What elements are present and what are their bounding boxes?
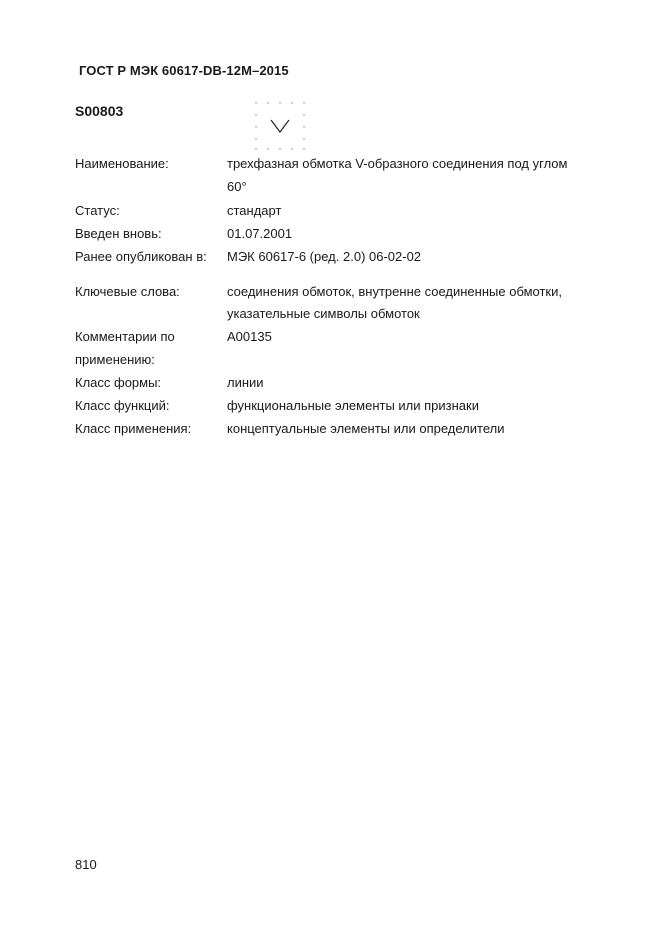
symbol-code: S00803 xyxy=(75,103,124,119)
document-header: ГОСТ Р МЭК 60617-DB-12M–2015 xyxy=(79,63,289,78)
field-label: Ключевые слова: xyxy=(75,284,180,299)
field-value: указательные символы обмоток xyxy=(227,306,420,321)
v-shaped-winding-60deg-icon xyxy=(254,101,306,151)
field-value: 01.07.2001 xyxy=(227,226,293,241)
field-value: линии xyxy=(227,375,264,390)
field-label: Класс функций: xyxy=(75,398,170,413)
field-value: стандарт xyxy=(227,203,282,218)
field-label: Класс применения: xyxy=(75,421,192,436)
field-label: Наименование: xyxy=(75,156,169,171)
field-label: Введен вновь: xyxy=(75,226,162,241)
field-value: трехфазная обмотка V-образного соединения под углом xyxy=(227,156,568,171)
field-value: A00135 xyxy=(227,329,272,344)
field-value: соединения обмоток, внутренне соединенные обмотки, xyxy=(227,284,562,299)
field-value: МЭК 60617-6 (ред. 2.0) 06-02-02 xyxy=(227,249,422,264)
field-value: функциональные элементы или признаки xyxy=(227,398,479,413)
field-value: 60° xyxy=(227,179,247,194)
field-value: концептуальные элементы или определители xyxy=(227,421,505,436)
field-label: Ранее опубликован в: xyxy=(75,249,207,264)
field-label: Комментарии по xyxy=(75,329,175,344)
field-label: применению: xyxy=(75,352,155,367)
field-label: Класс формы: xyxy=(75,375,162,390)
field-label: Статус: xyxy=(75,203,120,218)
page-number: 810 xyxy=(75,857,97,872)
